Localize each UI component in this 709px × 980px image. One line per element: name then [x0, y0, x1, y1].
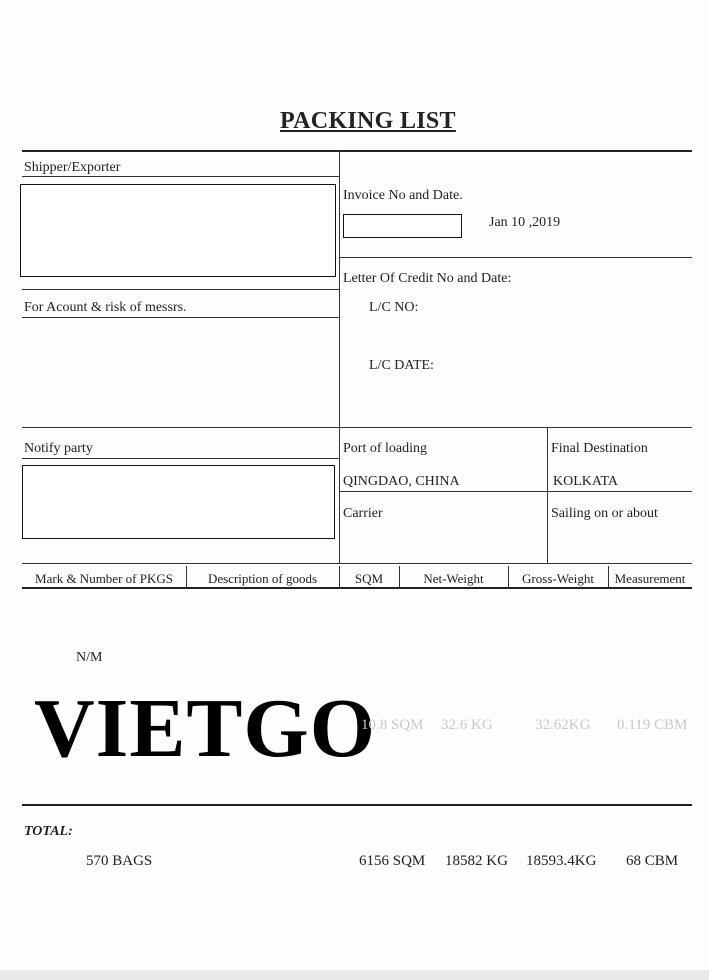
final-destination-value: KOLKATA — [553, 474, 618, 489]
total-cbm: 68 CBM — [626, 853, 679, 869]
header-gross-weight: Gross-Weight — [522, 571, 594, 586]
vietgo-watermark: VIETGO — [34, 682, 377, 775]
row-gross-weight: 32.62KG — [535, 717, 591, 733]
shipping-mark: N/M — [76, 650, 103, 665]
account-underline — [22, 317, 339, 318]
total-gross-weight: 18593.4KG — [526, 853, 597, 869]
totals-top-rule — [22, 804, 692, 806]
page-bottom-edge — [0, 970, 709, 980]
port-loading-value: QINGDAO, CHINA — [343, 474, 460, 489]
total-sqm: 6156 SQM — [359, 853, 426, 869]
header-description: Description of goods — [207, 571, 318, 586]
header-net-weight: Net-Weight — [423, 571, 484, 586]
shipper-underline — [22, 176, 339, 177]
notify-underline — [22, 458, 339, 459]
header-sqm: SQM — [354, 571, 384, 586]
row-sqm: 10.8 SQM — [361, 717, 424, 733]
invoice-date: Jan 10 ,2019 — [489, 215, 561, 230]
top-rule — [22, 150, 692, 152]
port-bottom-rule — [339, 491, 692, 492]
total-label: TOTAL: — [24, 824, 73, 839]
shipper-bottom-rule — [22, 289, 339, 290]
destination-divider — [547, 427, 548, 563]
page-title: PACKING LIST — [280, 108, 456, 134]
total-net-weight: 18582 KG — [445, 853, 508, 869]
center-divider — [339, 150, 340, 563]
header-mark: Mark & Number of PKGS — [35, 571, 173, 586]
table-header-bottom-rule — [22, 587, 692, 589]
notify-label: Notify party — [24, 441, 93, 456]
port-loading-label: Port of loading — [343, 441, 427, 456]
table-header-top-rule — [22, 563, 692, 564]
invoice-label: Invoice No and Date. — [343, 188, 463, 203]
row-net-weight: 32.6 KG — [441, 717, 493, 733]
total-bags: 570 BAGS — [86, 853, 153, 869]
row-measurement: 0.119 CBM — [617, 717, 688, 733]
invoice-number-redaction — [343, 214, 462, 238]
shipper-redaction — [20, 184, 336, 277]
lc-date-label: L/C DATE: — [369, 358, 434, 373]
notify-redaction — [22, 465, 335, 539]
lc-no-label: L/C NO: — [369, 300, 419, 315]
lc-label: Letter Of Credit No and Date: — [343, 271, 512, 286]
final-destination-label: Final Destination — [551, 441, 648, 456]
header-measurement: Measurement — [614, 571, 686, 586]
sailing-label: Sailing on or about — [551, 506, 658, 521]
invoice-bottom-rule — [339, 257, 692, 258]
account-label: For Acount & risk of messrs. — [24, 300, 187, 315]
carrier-label: Carrier — [343, 506, 383, 521]
shipper-label: Shipper/Exporter — [24, 160, 121, 175]
notify-top-rule — [22, 427, 692, 428]
